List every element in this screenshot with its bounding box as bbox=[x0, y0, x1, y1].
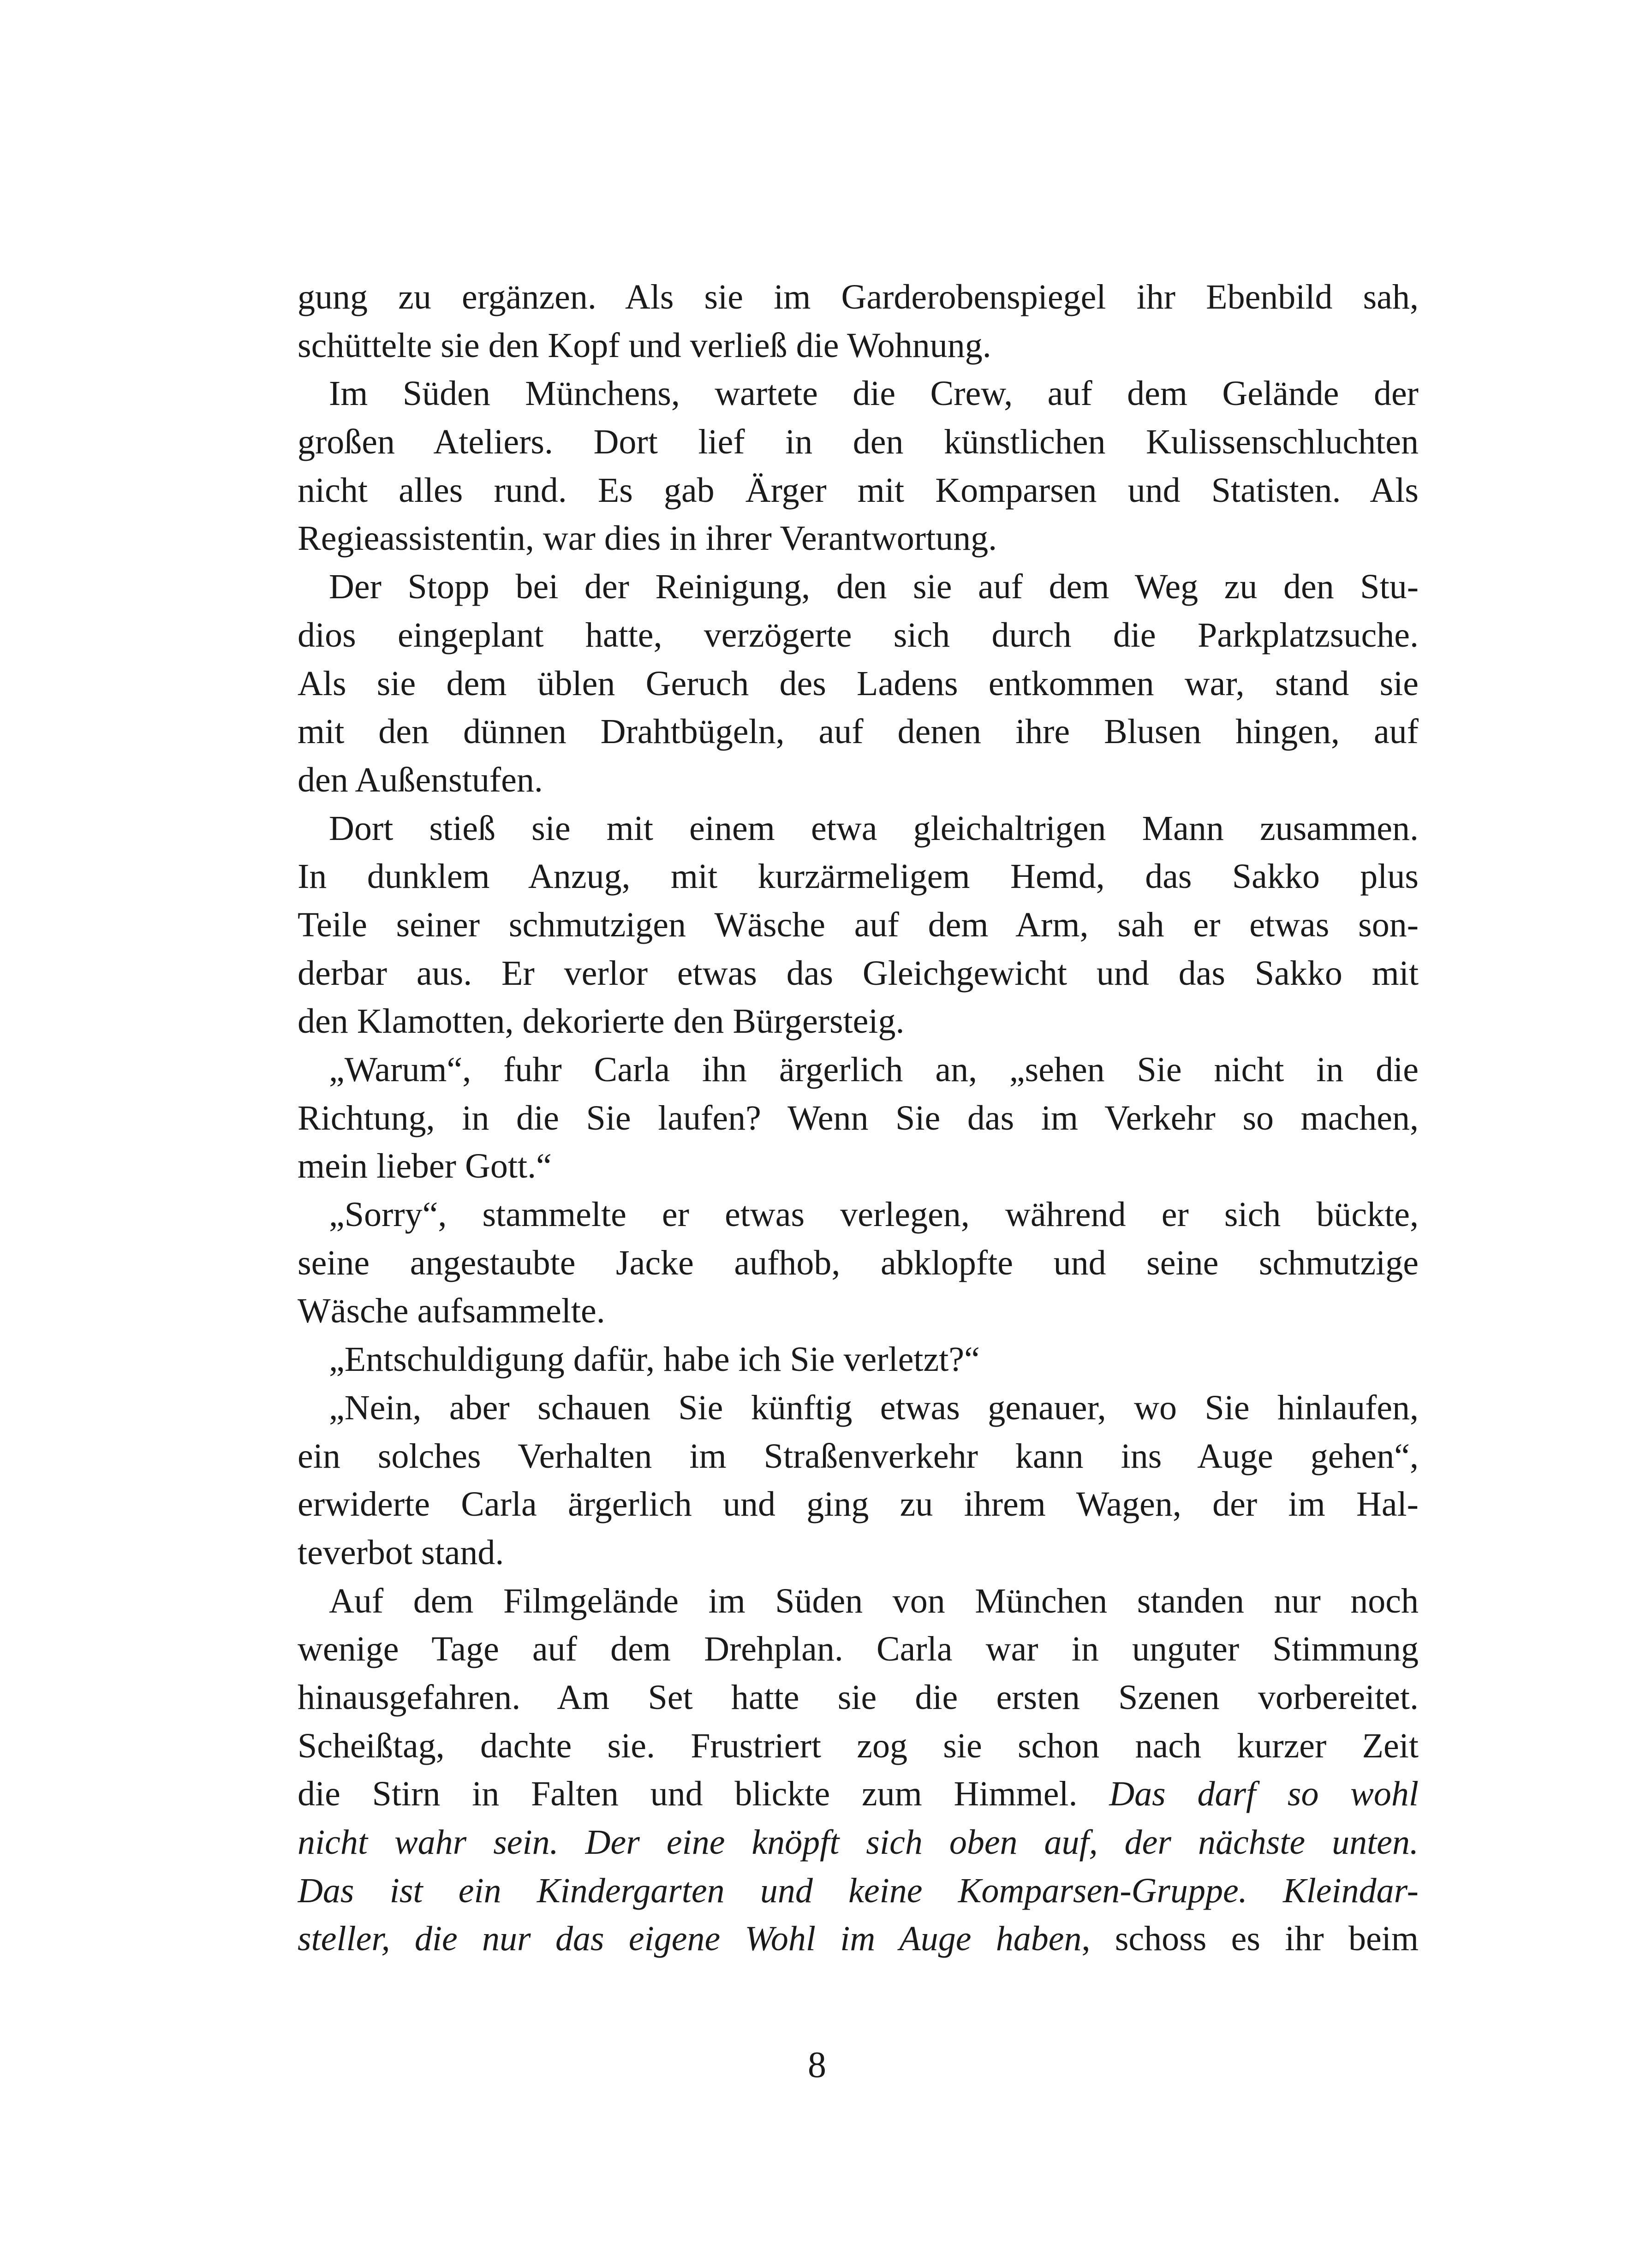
text-line: teverbot stand. bbox=[298, 1533, 504, 1572]
italic-text-run: steller, die nur das eigene Wohl im Auge haben bbox=[298, 1919, 1082, 1958]
text-line bbox=[298, 1770, 1419, 1818]
text-line: dios eingeplant hatte, verzögerte sich durch die Parkplatzsuche. bbox=[298, 615, 1419, 655]
text-line: schüttelte sie den Kopf und verließ die Wohnung. bbox=[298, 326, 991, 365]
italic-text-run: Das darf so wohl bbox=[1109, 1774, 1419, 1814]
text-line: den Klamotten, dekorierte den Bürgersteig. bbox=[298, 1002, 905, 1041]
text-line: erwiderte Carla ärgerlich und ging zu ihrem Wagen, der im Hal- bbox=[298, 1485, 1419, 1524]
page-number: 8 bbox=[808, 2045, 826, 2085]
text-line: Scheißtag, dachte sie. Frustriert zog sie schon nach kurzer Zeit bbox=[298, 1726, 1419, 1765]
text-line: seine angestaubte Jacke aufhob, abklopfte und seine schmutzige bbox=[298, 1243, 1419, 1282]
text-line: Dort stieß sie mit einem etwa gleichaltrigen Mann zusammen. bbox=[329, 809, 1419, 848]
text-line: nicht wahr sein. Der eine knöpft sich oben auf, der nächste unten. bbox=[298, 1823, 1419, 1862]
text-line: Das ist ein Kindergarten und keine Komparsen-Gruppe. Kleindar- bbox=[298, 1871, 1419, 1910]
text-run: , schoss es ihr beim bbox=[1081, 1919, 1419, 1958]
text-line: ein solches Verhalten im Straßenverkehr kann ins Auge gehen“, bbox=[298, 1436, 1419, 1476]
text-line: „Entschuldigung dafür, habe ich Sie verletzt?“ bbox=[329, 1340, 980, 1379]
text-line: Teile seiner schmutzigen Wäsche auf dem Arm, sah er etwas son- bbox=[298, 905, 1419, 944]
text-line: den Außenstufen. bbox=[298, 760, 543, 799]
text-line: Auf dem Filmgelände im Süden von München standen nur noch bbox=[329, 1581, 1419, 1620]
text-line: Als sie dem üblen Geruch des Ladens entkommen war, stand sie bbox=[298, 664, 1419, 703]
text-line: „Nein, aber schauen Sie künftig etwas genauer, wo Sie hinlaufen, bbox=[329, 1388, 1419, 1427]
text-line bbox=[298, 1915, 1419, 1963]
text-line: Richtung, in die Sie laufen? Wenn Sie das im Verkehr so machen, bbox=[298, 1098, 1419, 1137]
text-line: Im Süden Münchens, wartete die Crew, auf dem Gelände der bbox=[329, 374, 1419, 413]
text-line: nicht alles rund. Es gab Ärger mit Komparsen und Statisten. Als bbox=[298, 470, 1419, 510]
text-line: Der Stopp bei der Reinigung, den sie auf dem Weg zu den Stu- bbox=[329, 567, 1419, 607]
text-line: gung zu ergänzen. Als sie im Garderobenspiegel ihr Ebenbild sah, bbox=[298, 278, 1419, 316]
text-run: die Stirn in Falten und blickte zum Himmel. bbox=[298, 1774, 1109, 1814]
text-line: mit den dünnen Drahtbügeln, auf denen ihre Blusen hingen, auf bbox=[298, 712, 1419, 751]
text-line: „Sorry“, stammelte er etwas verlegen, während er sich bückte, bbox=[329, 1195, 1419, 1234]
body-text bbox=[298, 273, 1419, 1963]
text-line: mein lieber Gott.“ bbox=[298, 1147, 552, 1186]
text-line: wenige Tage auf dem Drehplan. Carla war in unguter Stimmung bbox=[298, 1630, 1419, 1669]
text-line: Wäsche aufsammelte. bbox=[298, 1292, 605, 1331]
text-line: In dunklem Anzug, mit kurzärmeligem Hemd, das Sakko plus bbox=[298, 857, 1419, 896]
text-line: hinausgefahren. Am Set hatte sie die ersten Szenen vorbereitet. bbox=[298, 1678, 1419, 1717]
text-line: Regieassistentin, war dies in ihrer Verantwortung. bbox=[298, 519, 997, 558]
text-line: derbar aus. Er verlor etwas das Gleichgewicht und das Sakko mit bbox=[298, 953, 1419, 993]
text-line: großen Ateliers. Dort lief in den künstlichen Kulissenschluchten bbox=[298, 423, 1419, 462]
text-line: „Warum“, fuhr Carla ihn ärgerlich an, „sehen Sie nicht in die bbox=[329, 1050, 1419, 1089]
